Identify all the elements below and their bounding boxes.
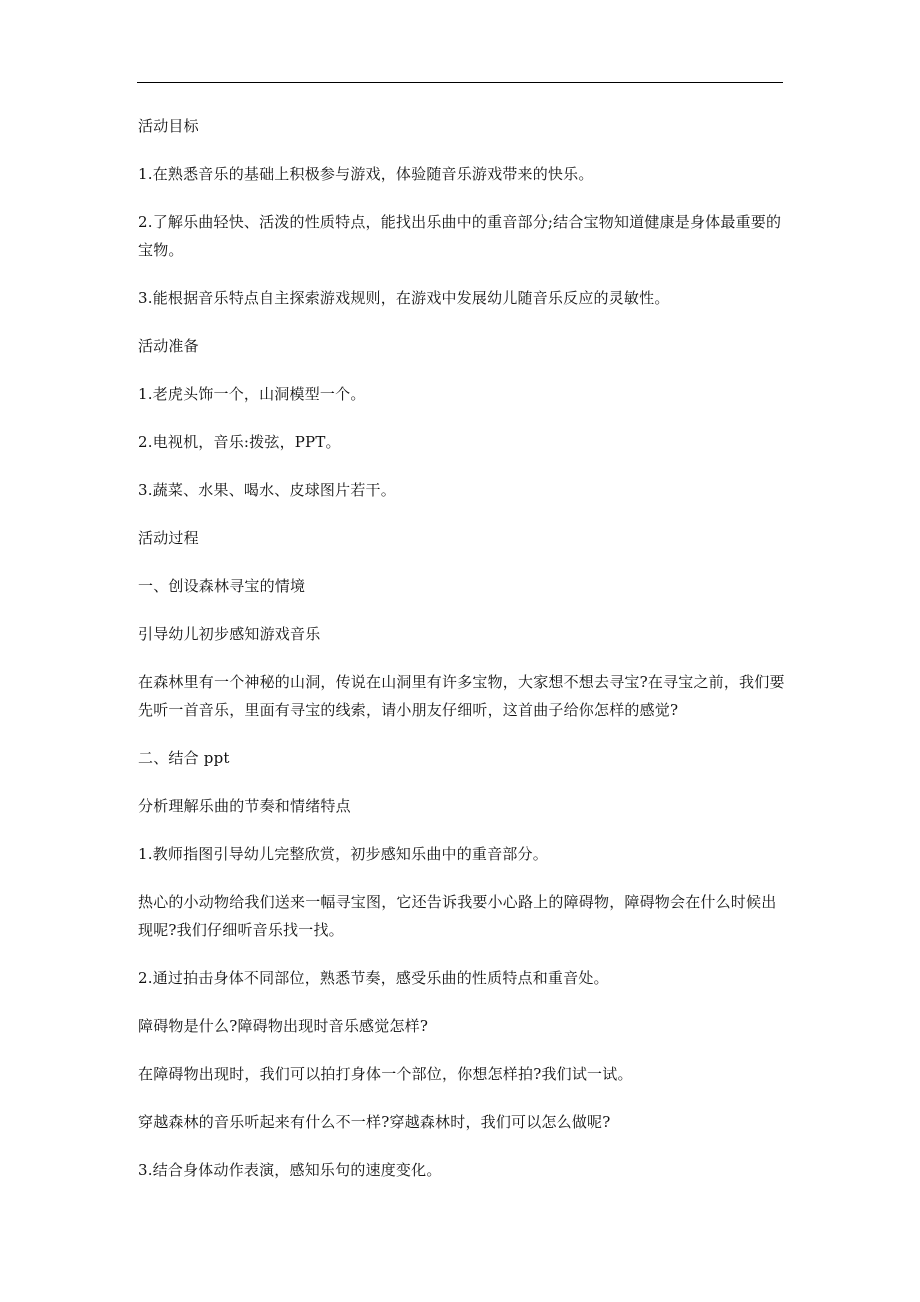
heading-activity-preparation: 活动准备 [138, 337, 199, 355]
question-2: 在障碍物出现时，我们可以拍打身体一个部位，你想怎样拍?我们试一试。 [138, 1065, 633, 1083]
preparation-item-1: 1.老虎头饰一个，山洞模型一个。 [138, 385, 366, 403]
heading-activity-goals: 活动目标 [138, 117, 199, 135]
document-body [138, 112, 786, 1204]
goal-item-1: 1.在熟悉音乐的基础上积极参与游戏，体验随音乐游戏带来的快乐。 [138, 165, 594, 183]
section-subtitle-2: 分析理解乐曲的节奏和情绪特点 [138, 797, 351, 815]
goal-item-2: 2.了解乐曲轻快、活泼的性质特点，能找出乐曲中的重音部分;结合宝物知道健康是身体最重要的宝物。 [138, 213, 782, 259]
step-body-1: 热心的小动物给我们送来一幅寻宝图，它还告诉我要小心路上的障碍物，障碍物会在什么时候出现呢?我们仔细听音乐找一找。 [138, 893, 777, 939]
section-heading-2: 二、结合 ppt [138, 749, 230, 767]
step-item-3: 3.结合身体动作表演，感知乐句的速度变化。 [138, 1161, 442, 1179]
heading-activity-process: 活动过程 [138, 529, 199, 547]
section-heading-1: 一、创设森林寻宝的情境 [138, 577, 306, 595]
question-3: 穿越森林的音乐听起来有什么不一样?穿越森林时，我们可以怎么做呢? [138, 1113, 611, 1131]
preparation-item-2: 2.电视机，音乐:拨弦，PPT。 [138, 433, 341, 451]
step-item-1: 1.教师指图引导幼儿完整欣赏，初步感知乐曲中的重音部分。 [138, 845, 548, 863]
question-1: 障碍物是什么?障碍物出现时音乐感觉怎样? [138, 1017, 429, 1035]
header-rule [137, 82, 783, 83]
step-item-2: 2.通过拍击身体不同部位，熟悉节奏，感受乐曲的性质特点和重音处。 [138, 969, 609, 987]
goal-item-3: 3.能根据音乐特点自主探索游戏规则，在游戏中发展幼儿随音乐反应的灵敏性。 [138, 289, 670, 307]
section-subtitle-1: 引导幼儿初步感知游戏音乐 [138, 625, 321, 643]
section-body-1: 在森林里有一个神秘的山洞，传说在山洞里有许多宝物，大家想不想去寻宝?在寻宝之前，我们要先听一首音乐，里面有寻宝的线索，请小朋友仔细听，这首曲子给你怎样的感觉? [138, 673, 785, 719]
preparation-item-3: 3.蔬菜、水果、喝水、皮球图片若干。 [138, 481, 396, 499]
